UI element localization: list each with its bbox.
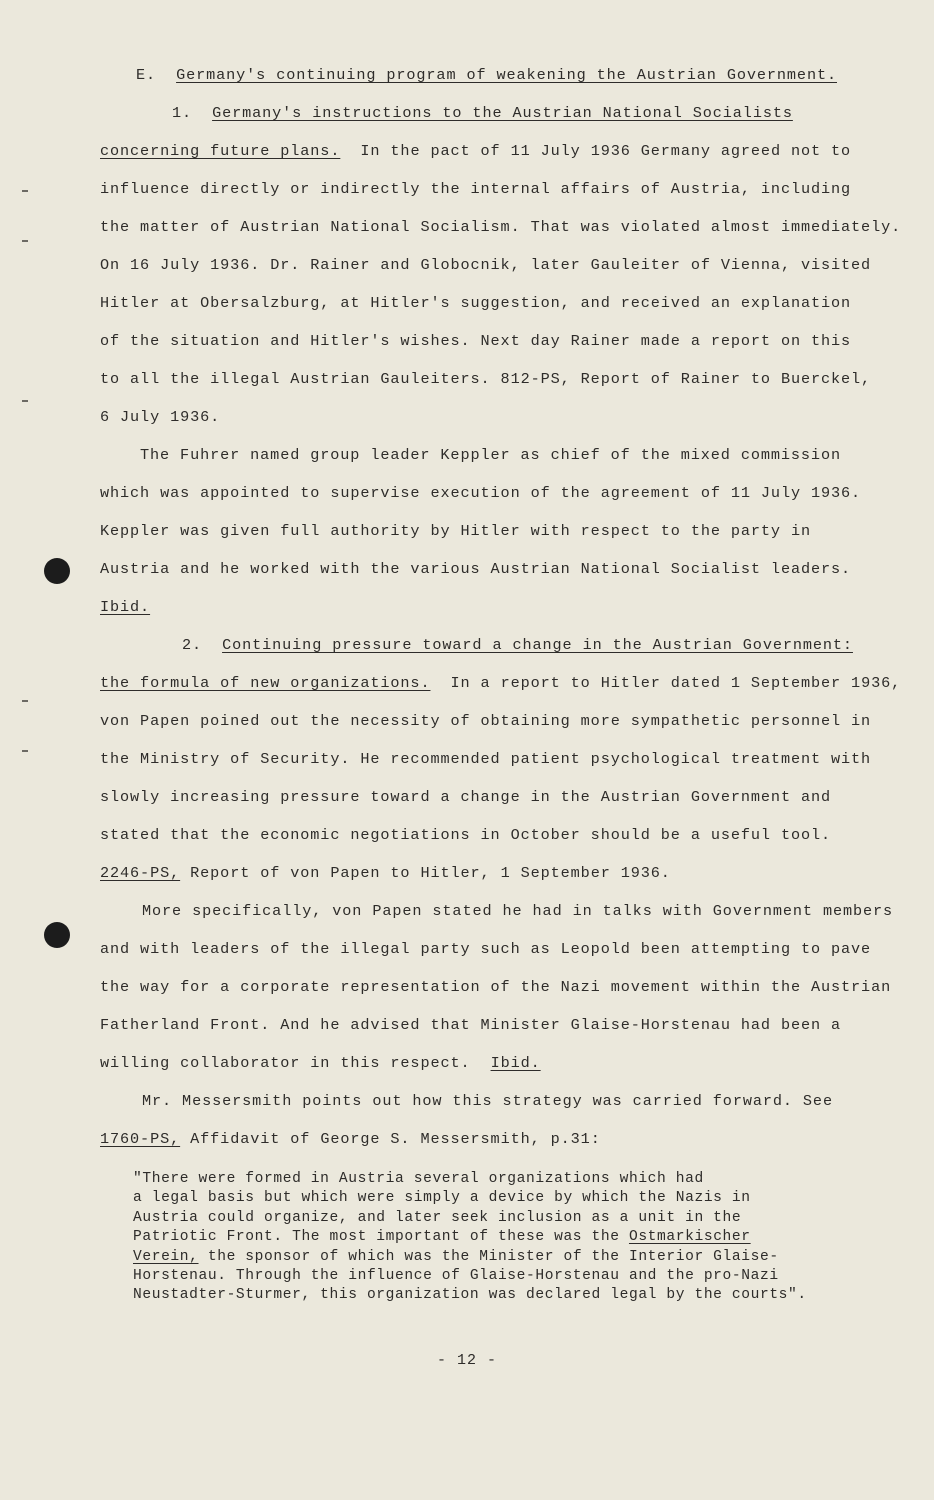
quote-line: Neustadter-Sturmer, this organization was declared legal by the courts". <box>133 1287 807 1304</box>
p3-text: Report of von Papen to Hitler, 1 September 1936. <box>190 864 671 882</box>
p3-text: In a report to Hitler dated 1 September 1936, <box>450 674 902 692</box>
p1-line: influence directly or indirectly the internal affairs of Austria, including <box>100 180 852 198</box>
p3-line: the Ministry of Security. He recommended patient psychological treatment with <box>100 750 872 768</box>
p3-line <box>100 864 874 882</box>
p1-line: of the situation and Hitler's wishes. Next day Rainer made a report on this <box>100 332 852 350</box>
p4-line: Fatherland Front. And he advised that Minister Glaise-Horstenau had been a <box>100 1016 842 1034</box>
ibid-reference: Ibid. <box>100 598 151 616</box>
p1-text: In the pact of 11 July 1936 Germany agreed not to <box>360 142 852 160</box>
p1-line: to all the illegal Austrian Gauleiters. 812-PS, Report of Rainer to Buerckel, <box>100 370 872 388</box>
margin-mark <box>22 750 28 752</box>
document-reference: 2246-PS, <box>100 864 181 882</box>
p1-line <box>100 142 874 160</box>
punch-hole <box>44 558 70 584</box>
p2-line: The Fuhrer named group leader Keppler as chief of the mixed commission <box>140 446 841 464</box>
quote-line: a legal basis but which were simply a device by which the Nazis in <box>133 1190 751 1207</box>
p1-title: Germany's instructions to the Austrian National Socialists <box>212 104 793 122</box>
p3-number: 2. <box>182 636 203 654</box>
p4-line: More specifically, von Papen stated he had in talks with Government members <box>142 902 894 920</box>
p2-line <box>100 598 874 616</box>
p3-title-cont: the formula of new organizations. <box>100 674 431 692</box>
p1-line <box>172 104 874 122</box>
p3-line: von Papen poined out the necessity of obtaining more sympathetic personnel in <box>100 712 872 730</box>
quote-text: Patriotic Front. The most important of these was the <box>133 1229 629 1246</box>
p5-line <box>100 1130 874 1148</box>
p1-line: Hitler at Obersalzburg, at Hitler's suggestion, and received an explanation <box>100 294 852 312</box>
p3-title: Continuing pressure toward a change in the Austrian Government: <box>222 636 853 654</box>
p4-line <box>100 1054 874 1072</box>
p1-line: On 16 July 1936. Dr. Rainer and Globocnik, later Gauleiter of Vienna, visited <box>100 256 872 274</box>
section-heading <box>136 66 874 84</box>
quote-line: Austria could organize, and later seek inclusion as a unit in the <box>133 1209 742 1226</box>
document-reference: 1760-PS, <box>100 1130 181 1148</box>
ibid-reference: Ibid. <box>490 1054 541 1072</box>
p1-line: the matter of Austrian National Socialism. That was violated almost immediately. <box>100 218 902 236</box>
quote-underlined-name: Ostmarkischer <box>628 1229 751 1246</box>
block-quote <box>133 1170 843 1306</box>
p2-line: Keppler was given full authority by Hitler with respect to the party in <box>100 522 811 540</box>
p3-line <box>182 636 874 654</box>
margin-mark <box>22 190 28 192</box>
quote-underlined-name: Verein, <box>133 1248 199 1265</box>
section-title: Germany's continuing program of weakening the Austrian Government. <box>176 66 837 84</box>
p4-text: willing collaborator in this respect. <box>100 1054 471 1072</box>
quote-line: Horstenau. Through the influence of Glaise-Horstenau and the pro-Nazi <box>133 1268 779 1285</box>
quote-line <box>133 1248 843 1267</box>
p4-line: the way for a corporate representation of the Nazi movement within the Austrian <box>100 978 892 996</box>
p1-line: 6 July 1936. <box>100 408 221 426</box>
p3-line <box>100 674 902 692</box>
margin-mark <box>22 400 28 402</box>
margin-mark <box>22 240 28 242</box>
p5-line: Mr. Messersmith points out how this strategy was carried forward. See <box>142 1092 833 1110</box>
page-number: - 12 - <box>436 1352 497 1369</box>
p1-title-cont: concerning future plans. <box>100 142 341 160</box>
quote-line: "There were formed in Austria several organizations which had <box>133 1171 704 1187</box>
section-letter: E. <box>136 66 157 84</box>
p1-number: 1. <box>172 104 193 122</box>
quote-text: the sponsor of which was the Minister of the Interior Glaise- <box>198 1248 779 1265</box>
p3-line: stated that the economic negotiations in October should be a useful tool. <box>100 826 832 844</box>
margin-mark <box>22 700 28 702</box>
quote-line <box>133 1228 843 1247</box>
p2-line: which was appointed to supervise execution of the agreement of 11 July 1936. <box>100 484 862 502</box>
p5-text: Affidavit of George S. Messersmith, p.31: <box>190 1130 601 1148</box>
p2-line: Austria and he worked with the various Austrian National Socialist leaders. <box>100 560 852 578</box>
p3-line: slowly increasing pressure toward a change in the Austrian Government and <box>100 788 832 806</box>
punch-hole <box>44 922 70 948</box>
p4-line: and with leaders of the illegal party such as Leopold been attempting to pave <box>100 940 872 958</box>
